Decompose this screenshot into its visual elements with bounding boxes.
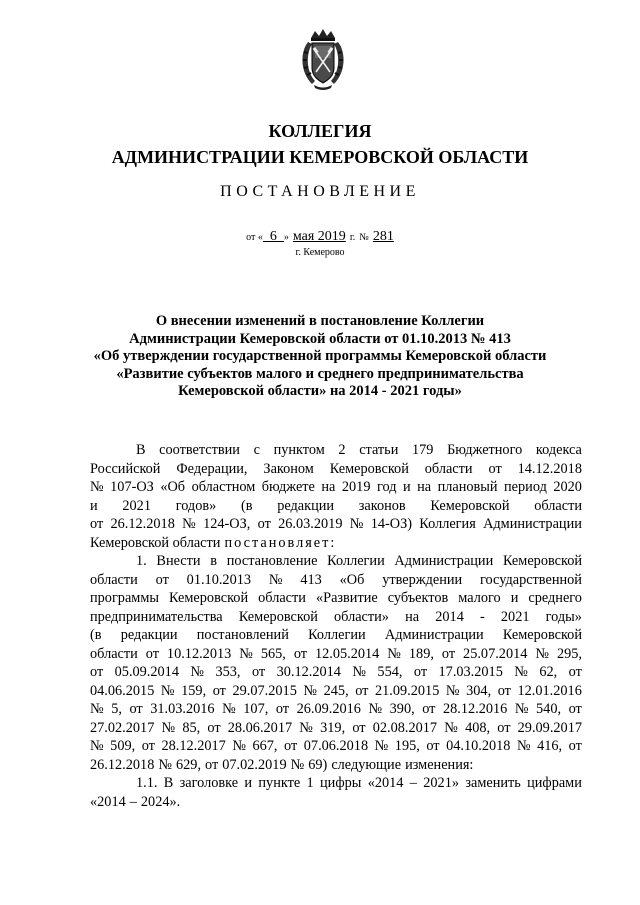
body-word: Администрации xyxy=(483,516,582,532)
body-word: 295, xyxy=(556,645,582,662)
year-suffix: г. xyxy=(349,232,356,243)
body-word: 26.12.2018 xyxy=(90,756,155,773)
body-word: 413 xyxy=(300,571,322,588)
body-word: 1.1. xyxy=(136,775,158,791)
body-word: от xyxy=(207,719,221,736)
body-word: 26.09.2016 xyxy=(296,701,361,717)
body-word: Внести xyxy=(156,553,201,569)
body-word: 2019 xyxy=(341,479,371,495)
body-word: от xyxy=(275,701,290,717)
body-word: № xyxy=(232,738,246,754)
body-word: 2014 xyxy=(435,608,464,625)
body-word: 28.12.2016 xyxy=(442,701,508,717)
body-word: № xyxy=(190,664,205,680)
title-line: «Развитие субъектов малого и среднего предпринимательства xyxy=(116,365,524,382)
body-word: от xyxy=(497,719,511,736)
body-word: Кемеровской xyxy=(430,497,510,514)
body-word: № xyxy=(160,682,175,699)
body-word: цифрами xyxy=(527,775,582,791)
body-word: «Об xyxy=(339,571,365,588)
body-word: 69) xyxy=(308,756,328,773)
body-word: № xyxy=(161,719,176,736)
body-word: 195, xyxy=(394,738,420,754)
body-line xyxy=(90,608,582,627)
body-word: утверждении xyxy=(382,571,463,588)
body-line xyxy=(90,700,582,719)
body-word: от xyxy=(155,571,169,588)
body-word: 21.09.2015 xyxy=(375,682,440,699)
body-word: Кемеровской xyxy=(329,460,409,477)
body-word: 29.09.2017 xyxy=(517,719,582,736)
body-word: 2 xyxy=(338,442,346,458)
body-word: 124-ОЗ, xyxy=(203,516,251,532)
body-word: от xyxy=(90,664,104,680)
body-line xyxy=(90,719,582,738)
body-word: № xyxy=(349,516,364,532)
body-line xyxy=(90,774,582,793)
body-word: 1 xyxy=(306,775,314,791)
coat-of-arms-icon xyxy=(298,28,348,92)
document-title xyxy=(90,313,550,401)
body-word: период xyxy=(504,479,547,495)
org-name-line2: АДМИНИСТРАЦИИ КЕМЕРОВСКОЙ ОБЛАСТИ xyxy=(111,147,529,167)
body-word: Кемеровской xyxy=(502,627,582,643)
body-word: годов» xyxy=(175,497,217,514)
body-word: области xyxy=(534,497,582,514)
body-word: 85, xyxy=(182,719,201,736)
body-line xyxy=(90,626,582,645)
body-word: (в xyxy=(90,627,102,643)
body-word: и xyxy=(244,775,253,791)
body-word: 390, xyxy=(389,701,415,717)
body-word: 01.10.2013 xyxy=(186,571,252,588)
body-word: заголовке xyxy=(179,775,239,791)
body-line xyxy=(90,552,582,571)
body-word: субъектов xyxy=(387,590,449,606)
body-word: Администрации xyxy=(384,627,484,643)
body-word: Федерации, xyxy=(176,460,248,477)
body-word: годы» xyxy=(545,608,582,625)
body-word: от xyxy=(568,664,582,680)
body-line xyxy=(90,645,582,664)
body-word: в xyxy=(210,553,218,569)
body-word: «2014 xyxy=(367,775,404,791)
body-word: от xyxy=(251,664,266,680)
body-word: заменить xyxy=(465,775,521,791)
body-word: 2021» xyxy=(423,775,459,791)
body-word: на xyxy=(321,479,336,495)
body-word: редакции xyxy=(120,627,178,643)
body-word: программы xyxy=(90,590,160,606)
body-word: В xyxy=(163,775,174,791)
body-word: 245, xyxy=(323,682,349,699)
body-word: от xyxy=(568,738,582,754)
body-word: от xyxy=(212,682,226,699)
body-word: малого xyxy=(458,590,501,606)
body-word: государственной xyxy=(480,571,582,588)
body-word: 667, xyxy=(252,738,278,754)
body-word: 30.12.2014 xyxy=(276,664,341,680)
body-word: от xyxy=(129,701,143,717)
body-word: № xyxy=(222,701,236,717)
body-word: от xyxy=(293,645,308,662)
title-line: Администрации Кемеровской области от 01.10.2013 № 413 xyxy=(129,330,511,347)
body-word: 1. xyxy=(136,553,147,569)
body-word: и xyxy=(90,497,98,514)
body-word: от xyxy=(257,516,271,532)
body-word: 04.10.2018 xyxy=(446,738,511,754)
body-line xyxy=(90,756,582,775)
body-line xyxy=(90,589,582,608)
body-word: 2024». xyxy=(140,793,181,810)
body-word: 29.07.2015 xyxy=(232,682,297,699)
body-word: – xyxy=(409,775,417,791)
date-day: 6 xyxy=(269,229,277,244)
body-line xyxy=(90,737,582,756)
body-word: 31.03.2016 xyxy=(150,701,215,717)
body-word: № xyxy=(445,682,460,699)
body-word: № xyxy=(387,645,401,662)
body-word: с xyxy=(253,442,260,458)
body-word: Коллегия xyxy=(419,516,476,532)
body-word: 07.06.2018 xyxy=(303,738,369,754)
body-word: год xyxy=(376,479,397,495)
body-word: 14-ОЗ) xyxy=(370,516,412,532)
body-word: и xyxy=(402,479,411,495)
body-word: области xyxy=(258,590,306,606)
date-line xyxy=(0,229,640,246)
body-word: постановление xyxy=(226,553,318,569)
body-word: законов xyxy=(358,497,406,514)
body-word: Законом xyxy=(263,460,314,477)
date-day-close: » xyxy=(283,232,289,243)
body-word: статьи xyxy=(359,442,399,458)
body-word: следующие xyxy=(331,756,402,773)
body-word: постановлений xyxy=(196,627,289,643)
body-word: № xyxy=(90,479,104,495)
body-word: от xyxy=(422,701,436,717)
body-line: Кемеровской области постановляет: xyxy=(90,534,337,551)
body-word: Администрации xyxy=(394,553,494,569)
body-word: (в xyxy=(240,497,253,514)
body-word: области xyxy=(90,645,138,662)
body-word: № xyxy=(516,738,531,754)
body-word: № xyxy=(299,719,313,736)
resolves-word: постановляет: xyxy=(224,534,337,551)
body-word: № xyxy=(158,756,172,773)
body-word: 179 xyxy=(411,442,434,458)
body-word: от xyxy=(141,738,155,754)
city: г. Кемерово xyxy=(295,247,345,258)
body-word: 07.02.2019 xyxy=(222,756,287,773)
body-word: 25.07.2014 xyxy=(463,645,528,662)
body-word: 565, xyxy=(260,645,286,662)
body-word: Коллегии xyxy=(308,627,366,643)
document-body xyxy=(90,441,582,811)
body-word: 14.12.2018 xyxy=(517,460,582,477)
body-word: от xyxy=(145,645,159,662)
body-word: предпринимательства xyxy=(90,608,223,625)
body-word: № xyxy=(444,719,458,736)
body-word: Коллегии xyxy=(327,553,385,569)
body-word: № xyxy=(514,701,529,717)
body-word: – xyxy=(129,793,137,810)
body-word: от xyxy=(497,682,511,699)
body-word: 629, xyxy=(176,756,202,773)
number-sign: № xyxy=(359,232,369,243)
body-word: 28.06.2017 xyxy=(227,719,293,736)
body-word: 540, xyxy=(536,701,562,717)
body-word: 17.03.2015 xyxy=(438,664,503,680)
body-word: № xyxy=(90,701,104,717)
body-word: 353, xyxy=(215,664,241,680)
body-word: 2020 xyxy=(553,479,582,495)
body-word: 28.12.2017 xyxy=(161,738,226,754)
body-word: «Развитие xyxy=(315,590,378,606)
title-line: О внесении изменений в постановление Коллегии xyxy=(155,313,485,329)
body-word: 27.02.2017 xyxy=(90,719,155,736)
body-word: 408, xyxy=(465,719,491,736)
body-word: 189, xyxy=(408,645,434,662)
body-word: соответствии xyxy=(159,442,240,458)
body-word: № xyxy=(535,645,549,662)
body-word: областном xyxy=(191,479,256,495)
body-word: № xyxy=(303,682,318,699)
body-word: от xyxy=(413,664,428,680)
body-word: 26.12.2018 xyxy=(110,516,175,532)
body-line xyxy=(90,793,582,812)
body-word: изменения: xyxy=(405,756,474,773)
body-word: бюджете xyxy=(261,479,315,495)
body-word: 2021 xyxy=(122,497,151,514)
body-word: от xyxy=(205,756,219,773)
body-word: цифры xyxy=(320,775,362,791)
body-word: от xyxy=(568,701,582,717)
body-word: 107, xyxy=(243,701,269,717)
body-word: 416, xyxy=(537,738,563,754)
title-line: Кемеровской области» на 2014 - 2021 годы» xyxy=(178,383,462,399)
body-word: № xyxy=(239,645,253,662)
body-line xyxy=(90,663,582,682)
body-word: от xyxy=(352,719,366,736)
body-word: области» xyxy=(334,608,389,625)
body-word: 319, xyxy=(320,719,346,736)
body-word: 5, xyxy=(111,701,122,717)
body-word: кодекса xyxy=(535,442,582,458)
body-word: - xyxy=(479,608,485,625)
body-word: № xyxy=(182,516,196,532)
body-word: 26.03.2019 xyxy=(278,516,343,532)
body-word: 554, xyxy=(377,664,403,680)
body-word: 62, xyxy=(539,664,558,680)
body-word: № xyxy=(268,571,283,588)
body-line xyxy=(90,515,582,534)
body-word: № xyxy=(368,701,383,717)
document-number: 281 xyxy=(372,229,394,244)
body-word: «Об xyxy=(160,479,186,495)
org-name-line1: КОЛЛЕГИЯ xyxy=(268,121,372,141)
body-line xyxy=(90,571,582,590)
date-prefix: от « xyxy=(246,232,263,243)
body-word: 12.01.2016 xyxy=(517,682,582,699)
date-month-year: мая 2019 xyxy=(292,229,346,244)
body-word: 02.08.2017 xyxy=(372,719,438,736)
body-word: на xyxy=(405,608,420,625)
body-word: от xyxy=(284,738,298,754)
body-word: № xyxy=(290,756,305,773)
body-word: области xyxy=(424,460,473,477)
body-word: № xyxy=(90,738,104,754)
body-word: Кемеровской xyxy=(169,590,249,606)
body-word: на xyxy=(417,479,432,495)
body-word: 159, xyxy=(181,682,207,699)
body-word: 509, xyxy=(110,738,136,754)
body-word: 04.06.2015 xyxy=(90,682,155,699)
body-word: 304, xyxy=(466,682,492,699)
body-line xyxy=(90,497,582,516)
body-line xyxy=(90,460,582,479)
body-word: № xyxy=(352,664,366,680)
body-word: № xyxy=(514,664,528,680)
body-word: пункте xyxy=(258,775,301,791)
body-word: редакции xyxy=(277,497,335,514)
title-line: «Об утверждении государственной программы Кемеровской области xyxy=(93,348,547,364)
body-word: «2014 xyxy=(90,793,126,810)
body-word: и xyxy=(510,590,519,606)
body-word: от xyxy=(441,645,456,662)
body-word: пунктом xyxy=(273,442,325,458)
body-word: от xyxy=(426,738,440,754)
body-word: Бюджетного xyxy=(447,442,523,458)
body-word: 12.05.2014 xyxy=(314,645,380,662)
body-word: Российской xyxy=(90,460,161,477)
body-word: от xyxy=(488,460,502,477)
body-word: Кемеровской xyxy=(502,553,582,569)
body-word: от xyxy=(355,682,369,699)
body-line xyxy=(90,441,582,460)
body-word: 107-ОЗ xyxy=(110,479,154,495)
body-line xyxy=(90,682,582,701)
body-word: от xyxy=(90,516,104,532)
body-word: № xyxy=(374,738,389,754)
body-word: В xyxy=(136,442,146,458)
body-word: области xyxy=(90,571,138,588)
body-word: 2021 xyxy=(500,608,530,625)
document-type: ПОСТАНОВЛЕНИЕ xyxy=(220,183,420,200)
body-word: Кемеровской xyxy=(238,608,318,625)
body-word: среднего xyxy=(528,590,582,606)
body-line xyxy=(90,478,582,497)
body-word: плановый xyxy=(437,479,498,495)
body-word: 05.09.2014 xyxy=(114,664,179,680)
body-word: 10.12.2013 xyxy=(166,645,232,662)
